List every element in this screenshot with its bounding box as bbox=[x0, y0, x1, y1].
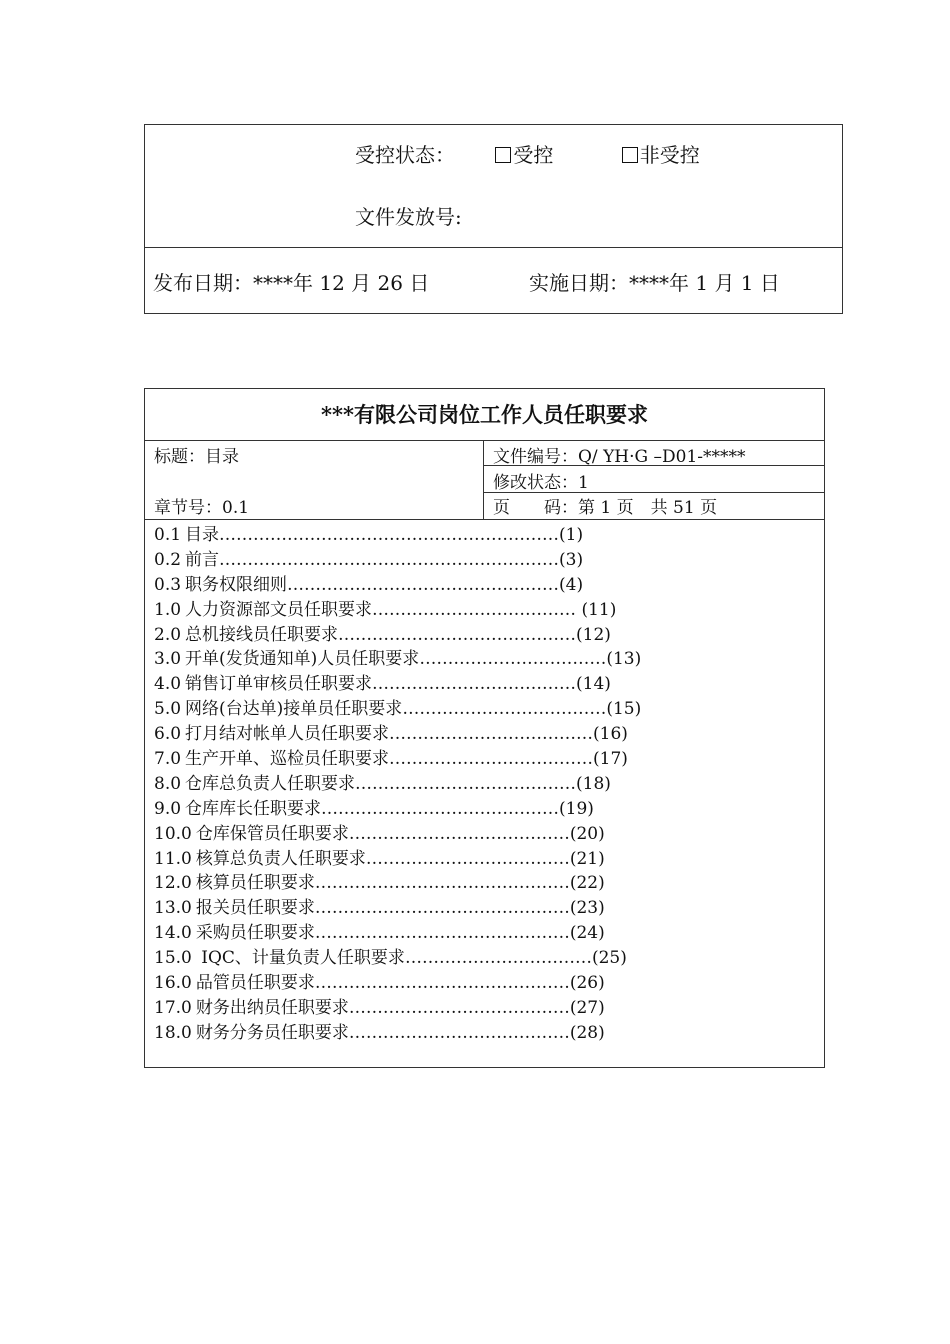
toc-number: 10.0 bbox=[154, 823, 192, 844]
toc-entry[interactable] bbox=[154, 1021, 641, 1046]
divider bbox=[145, 440, 824, 441]
toc-number: 0.1 bbox=[154, 525, 182, 545]
toc-entry[interactable] bbox=[154, 996, 641, 1021]
document-page bbox=[144, 388, 825, 1068]
toc-entry[interactable] bbox=[154, 672, 641, 697]
toc-leader: …………………………………… bbox=[321, 798, 560, 819]
toc-title: 总机接线员任职要求 bbox=[185, 624, 339, 645]
document-title: ***有限公司岗位工作人员任职要求 bbox=[321, 402, 648, 427]
toc-entry[interactable] bbox=[154, 623, 641, 648]
toc-number: 13.0 bbox=[154, 898, 192, 919]
toc-title: 开单(发货通知单)人员任职要求 bbox=[185, 649, 420, 670]
divider bbox=[483, 440, 484, 520]
toc-title: 核算员任职要求 bbox=[195, 873, 315, 894]
toc-title: IQC、计量负责人任职要求 bbox=[195, 948, 405, 969]
toc-leader: …………………………………………………… bbox=[219, 549, 560, 570]
toc-number: 9.0 bbox=[154, 798, 182, 819]
toc-page: (11) bbox=[581, 599, 617, 620]
toc-entry[interactable] bbox=[154, 548, 641, 573]
toc-title: 财务分务员任职要求 bbox=[195, 1022, 349, 1043]
divider bbox=[145, 247, 842, 248]
toc-entry[interactable] bbox=[154, 598, 641, 623]
uncontrolled-option[interactable] bbox=[622, 139, 700, 168]
toc-page: (19) bbox=[559, 798, 594, 819]
toc-page: (23) bbox=[569, 898, 605, 919]
toc-entry[interactable] bbox=[154, 697, 641, 722]
toc-entry[interactable] bbox=[154, 647, 641, 672]
toc-number: 16.0 bbox=[154, 973, 192, 994]
toc-number: 6.0 bbox=[154, 724, 182, 745]
toc-number: 1.0 bbox=[154, 599, 182, 620]
toc-title: 前言 bbox=[185, 549, 220, 570]
toc-entry[interactable] bbox=[154, 747, 641, 772]
toc-entry[interactable] bbox=[154, 573, 641, 598]
page-number: 页 码：第 1 页 共 51 页 bbox=[493, 498, 718, 518]
toc-page: (22) bbox=[569, 873, 605, 894]
toc-number: 4.0 bbox=[154, 674, 182, 695]
toc-title: 核算总负责人任职要求 bbox=[195, 848, 366, 869]
toc-leader: ……………………………… bbox=[372, 674, 577, 695]
toc-page: (4) bbox=[559, 574, 584, 595]
toc-leader: ……………………………………… bbox=[314, 898, 570, 919]
toc-leader: ……………………………… bbox=[389, 724, 594, 745]
toc-page: (27) bbox=[569, 997, 605, 1018]
toc-leader: ………………………………………… bbox=[287, 574, 560, 595]
toc-number: 18.0 bbox=[154, 1022, 192, 1043]
toc-entry[interactable] bbox=[154, 722, 641, 747]
toc-page: (12) bbox=[576, 624, 611, 645]
checkbox-icon[interactable] bbox=[622, 147, 638, 163]
issue-number-label: 文件发放号: bbox=[355, 205, 462, 229]
subject-label: 标题：目录 bbox=[154, 447, 239, 467]
toc-entry[interactable] bbox=[154, 822, 641, 847]
control-status-label: 受控状态： bbox=[355, 143, 455, 167]
toc-title: 职务权限细则 bbox=[185, 574, 288, 595]
toc-leader: …………………………………… bbox=[338, 624, 577, 645]
toc-title: 网络(台达单)接单员任职要求 bbox=[185, 699, 403, 720]
uncontrolled-label: 非受控 bbox=[639, 143, 700, 167]
effective-date: 实施日期：****年 1 月 1 日 bbox=[529, 271, 780, 295]
toc-page: (24) bbox=[569, 923, 605, 944]
toc-title: 采购员任职要求 bbox=[195, 923, 315, 944]
toc-entry[interactable] bbox=[154, 772, 641, 797]
file-number: 文件编号：Q/ YH·G –D01-***** bbox=[493, 447, 746, 467]
toc-leader: ……………………………………… bbox=[314, 973, 570, 994]
toc-entry[interactable] bbox=[154, 797, 641, 822]
toc-number: 11.0 bbox=[154, 848, 192, 869]
toc-page: (13) bbox=[606, 649, 642, 670]
divider bbox=[145, 519, 824, 520]
toc-entry[interactable] bbox=[154, 946, 641, 971]
toc-page: (21) bbox=[569, 848, 605, 869]
toc-entry[interactable] bbox=[154, 971, 641, 996]
toc-entry[interactable] bbox=[154, 896, 641, 921]
toc-entry[interactable] bbox=[154, 921, 641, 946]
toc-number: 17.0 bbox=[154, 997, 192, 1018]
toc-entry[interactable] bbox=[154, 847, 641, 872]
toc-number: 2.0 bbox=[154, 624, 182, 645]
toc-page: (15) bbox=[606, 699, 642, 720]
toc-number: 8.0 bbox=[154, 773, 182, 794]
toc-leader: ………………………………… bbox=[348, 1022, 570, 1043]
toc-title: 人力资源部文员任职要求 bbox=[185, 599, 373, 620]
control-status-box bbox=[144, 124, 843, 314]
toc-leader: …………………………… bbox=[419, 649, 607, 670]
controlled-option[interactable] bbox=[495, 139, 553, 168]
toc-page: (20) bbox=[569, 823, 605, 844]
toc-title: 目录 bbox=[185, 525, 220, 545]
toc-page: (18) bbox=[576, 773, 611, 794]
release-date: 发布日期：****年 12 月 26 日 bbox=[153, 271, 430, 295]
toc-title: 品管员任职要求 bbox=[195, 973, 315, 994]
toc-page: (17) bbox=[593, 749, 628, 770]
toc-number: 15.0 bbox=[154, 948, 192, 969]
toc-leader: ……………………………………… bbox=[314, 873, 570, 894]
toc-title: 打月结对帐单人员任职要求 bbox=[185, 724, 390, 745]
toc-entry[interactable] bbox=[154, 871, 641, 896]
toc-entry[interactable] bbox=[154, 523, 641, 548]
toc-page: (28) bbox=[569, 1022, 605, 1043]
toc-number: 7.0 bbox=[154, 749, 182, 770]
toc-page: (16) bbox=[593, 724, 628, 745]
toc-leader: …………………………………………………… bbox=[219, 525, 560, 545]
toc-leader: ……………………………… bbox=[365, 848, 570, 869]
toc-leader: ………………………………… bbox=[348, 823, 570, 844]
checkbox-icon[interactable] bbox=[495, 147, 511, 163]
toc-page: (26) bbox=[569, 973, 605, 994]
toc-title: 仓库总负责人任职要求 bbox=[185, 773, 356, 794]
chapter-label: 章节号：0.1 bbox=[154, 498, 250, 518]
toc-title: 仓库库长任职要求 bbox=[185, 798, 322, 819]
controlled-label: 受控 bbox=[513, 143, 554, 167]
toc-leader: ……………………………… bbox=[389, 749, 594, 770]
control-status-row bbox=[355, 139, 700, 168]
toc-number: 0.3 bbox=[154, 574, 182, 595]
toc-leader: ………………………………… bbox=[348, 997, 570, 1018]
toc-leader: …………………………… bbox=[404, 948, 592, 969]
toc-page: (3) bbox=[559, 549, 584, 570]
toc-number: 12.0 bbox=[154, 873, 192, 894]
toc-leader: ………………………………… bbox=[355, 773, 577, 794]
toc-title: 仓库保管员任职要求 bbox=[195, 823, 349, 844]
toc-page: (14) bbox=[576, 674, 611, 695]
toc-number: 14.0 bbox=[154, 923, 192, 944]
toc-number: 3.0 bbox=[154, 649, 182, 670]
toc-page: (25) bbox=[591, 948, 627, 969]
toc-leader: ……………………………………… bbox=[314, 923, 570, 944]
toc-title: 销售订单审核员任职要求 bbox=[185, 674, 373, 695]
toc-number: 5.0 bbox=[154, 699, 182, 720]
toc-number: 0.2 bbox=[154, 549, 182, 570]
toc-title: 报关员任职要求 bbox=[195, 898, 315, 919]
toc-title: 生产开单、巡检员任职要求 bbox=[185, 749, 390, 770]
toc-leader: ……………………………… bbox=[402, 699, 607, 720]
toc-title: 财务出纳员任职要求 bbox=[195, 997, 349, 1018]
toc-leader: ……………………………… bbox=[372, 599, 582, 620]
toc-page: (1) bbox=[559, 525, 584, 545]
revision-status: 修改状态：1 bbox=[493, 473, 589, 493]
table-of-contents bbox=[154, 523, 641, 1046]
